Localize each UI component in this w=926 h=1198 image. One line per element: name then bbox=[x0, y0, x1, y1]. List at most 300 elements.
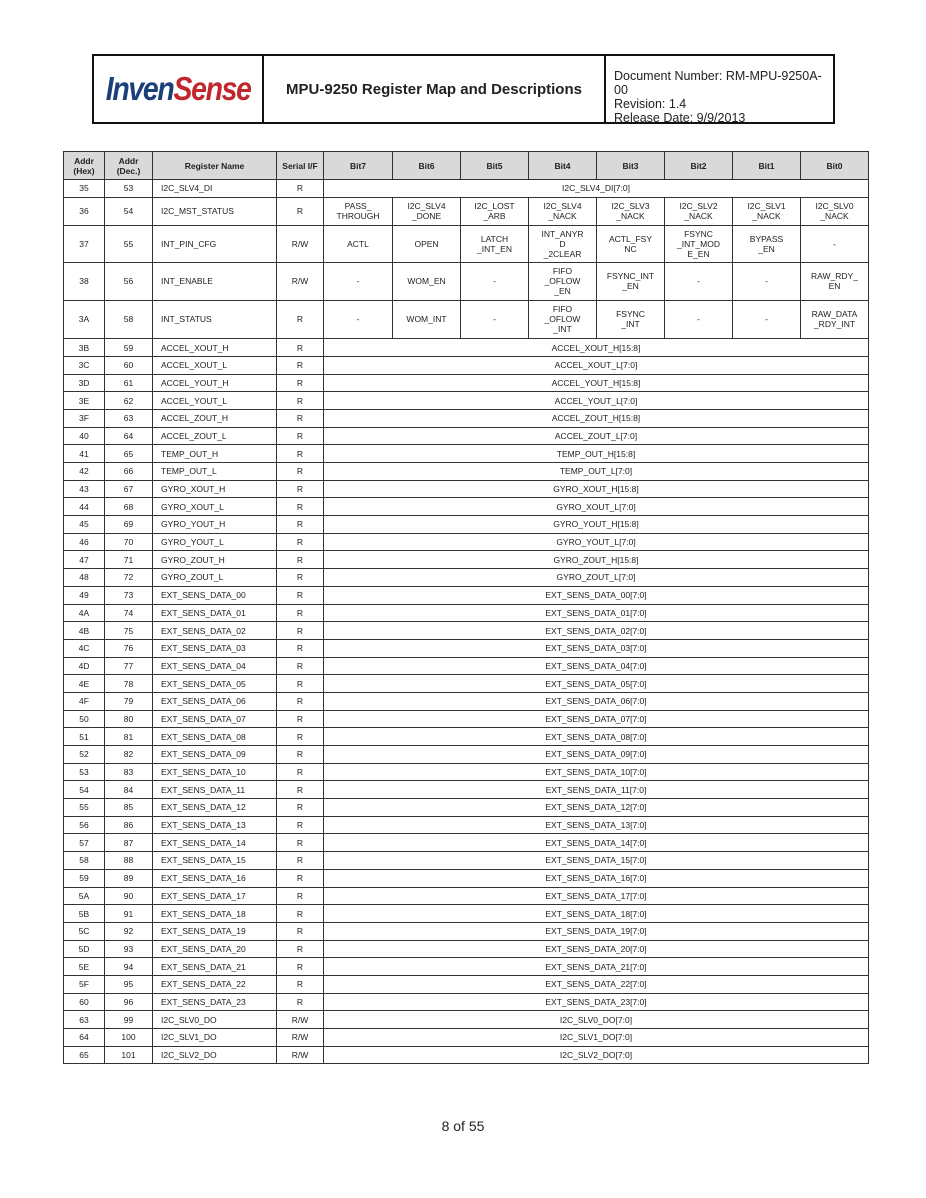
register-name-cell: I2C_SLV4_DI bbox=[153, 180, 277, 198]
addr-hex-cell: 40 bbox=[64, 427, 105, 445]
table-row bbox=[64, 675, 869, 693]
serial-if-cell: R bbox=[277, 180, 324, 198]
addr-hex-cell: 54 bbox=[64, 781, 105, 799]
addr-hex-cell: 45 bbox=[64, 516, 105, 534]
page-number: 8 of 55 bbox=[441, 1118, 485, 1134]
table-row bbox=[64, 728, 869, 746]
register-name-cell: EXT_SENS_DATA_17 bbox=[153, 887, 277, 905]
table-row bbox=[64, 586, 869, 604]
bit-field-span-cell: GYRO_XOUT_H[15:8] bbox=[324, 480, 869, 498]
addr-dec-cell: 84 bbox=[105, 781, 153, 799]
addr-dec-cell: 72 bbox=[105, 569, 153, 587]
register-name-cell: ACCEL_ZOUT_H bbox=[153, 409, 277, 427]
bit-field-span-cell: I2C_SLV4_DI[7:0] bbox=[324, 180, 869, 198]
table-row bbox=[64, 427, 869, 445]
table-row bbox=[64, 692, 869, 710]
register-name-cell: INT_ENABLE bbox=[153, 263, 277, 301]
table-row bbox=[64, 940, 869, 958]
addr-dec-cell: 65 bbox=[105, 445, 153, 463]
serial-if-cell: R bbox=[277, 710, 324, 728]
register-name-cell: GYRO_XOUT_L bbox=[153, 498, 277, 516]
addr-hex-cell: 3D bbox=[64, 374, 105, 392]
bit-field-span-cell: EXT_SENS_DATA_15[7:0] bbox=[324, 852, 869, 870]
serial-if-cell: R bbox=[277, 657, 324, 675]
column-header-bit3: Bit3 bbox=[597, 152, 665, 180]
bit4-cell: INT_ANYR D _2CLEAR bbox=[529, 225, 597, 263]
table-row bbox=[64, 551, 869, 569]
addr-hex-cell: 4F bbox=[64, 692, 105, 710]
table-row bbox=[64, 746, 869, 764]
bit-field-span-cell: EXT_SENS_DATA_20[7:0] bbox=[324, 940, 869, 958]
register-name-cell: EXT_SENS_DATA_22 bbox=[153, 975, 277, 993]
addr-hex-cell: 59 bbox=[64, 869, 105, 887]
invensense-logo bbox=[106, 70, 251, 108]
addr-hex-cell: 4A bbox=[64, 604, 105, 622]
register-name-cell: I2C_MST_STATUS bbox=[153, 197, 277, 225]
addr-dec-cell: 88 bbox=[105, 852, 153, 870]
addr-hex-cell: 42 bbox=[64, 463, 105, 481]
bit4-cell: I2C_SLV4 _NACK bbox=[529, 197, 597, 225]
register-name-cell: EXT_SENS_DATA_14 bbox=[153, 834, 277, 852]
addr-dec-cell: 78 bbox=[105, 675, 153, 693]
table-row bbox=[64, 834, 869, 852]
bit-field-span-cell: EXT_SENS_DATA_01[7:0] bbox=[324, 604, 869, 622]
table-row bbox=[64, 569, 869, 587]
table-row bbox=[64, 1011, 869, 1029]
addr-dec-cell: 75 bbox=[105, 622, 153, 640]
addr-dec-cell: 101 bbox=[105, 1046, 153, 1064]
logo-cell bbox=[94, 56, 264, 122]
serial-if-cell: R bbox=[277, 356, 324, 374]
table-row bbox=[64, 180, 869, 198]
bit-field-span-cell: GYRO_YOUT_L[7:0] bbox=[324, 533, 869, 551]
register-name-cell: I2C_SLV1_DO bbox=[153, 1029, 277, 1047]
addr-hex-cell: 5C bbox=[64, 922, 105, 940]
bit3-cell: I2C_SLV3 _NACK bbox=[597, 197, 665, 225]
register-name-cell: GYRO_ZOUT_H bbox=[153, 551, 277, 569]
serial-if-cell: R bbox=[277, 586, 324, 604]
column-header-bit5: Bit5 bbox=[461, 152, 529, 180]
addr-hex-cell: 51 bbox=[64, 728, 105, 746]
bit-field-span-cell: EXT_SENS_DATA_17[7:0] bbox=[324, 887, 869, 905]
table-row bbox=[64, 409, 869, 427]
addr-hex-cell: 43 bbox=[64, 480, 105, 498]
addr-hex-cell: 3F bbox=[64, 409, 105, 427]
addr-hex-cell: 3E bbox=[64, 392, 105, 410]
register-map-table bbox=[63, 151, 869, 1064]
addr-dec-cell: 94 bbox=[105, 958, 153, 976]
serial-if-cell: R bbox=[277, 197, 324, 225]
serial-if-cell: R bbox=[277, 993, 324, 1011]
register-name-cell: ACCEL_YOUT_L bbox=[153, 392, 277, 410]
table-row bbox=[64, 225, 869, 263]
serial-if-cell: R bbox=[277, 409, 324, 427]
bit-field-span-cell: GYRO_ZOUT_L[7:0] bbox=[324, 569, 869, 587]
serial-if-cell: R/W bbox=[277, 1029, 324, 1047]
table-row bbox=[64, 887, 869, 905]
serial-if-cell: R bbox=[277, 940, 324, 958]
register-name-cell: EXT_SENS_DATA_02 bbox=[153, 622, 277, 640]
serial-if-cell: R bbox=[277, 887, 324, 905]
bit5-cell: - bbox=[461, 263, 529, 301]
addr-hex-cell: 5D bbox=[64, 940, 105, 958]
addr-dec-cell: 66 bbox=[105, 463, 153, 481]
bit1-cell: - bbox=[733, 300, 801, 339]
addr-hex-cell: 5F bbox=[64, 975, 105, 993]
serial-if-cell: R bbox=[277, 746, 324, 764]
register-name-cell: EXT_SENS_DATA_19 bbox=[153, 922, 277, 940]
column-header-bit6: Bit6 bbox=[393, 152, 461, 180]
addr-dec-cell: 81 bbox=[105, 728, 153, 746]
bit-field-span-cell: EXT_SENS_DATA_19[7:0] bbox=[324, 922, 869, 940]
addr-hex-cell: 4C bbox=[64, 639, 105, 657]
bit-field-span-cell: GYRO_ZOUT_H[15:8] bbox=[324, 551, 869, 569]
bit0-cell: - bbox=[801, 225, 869, 263]
bit7-cell: ACTL bbox=[324, 225, 393, 263]
register-name-cell: EXT_SENS_DATA_20 bbox=[153, 940, 277, 958]
bit-field-span-cell: I2C_SLV2_DO[7:0] bbox=[324, 1046, 869, 1064]
bit-field-span-cell: ACCEL_YOUT_L[7:0] bbox=[324, 392, 869, 410]
bit3-cell: FSYNC_INT _EN bbox=[597, 263, 665, 301]
register-name-cell: EXT_SENS_DATA_06 bbox=[153, 692, 277, 710]
table-row bbox=[64, 463, 869, 481]
bit7-cell: - bbox=[324, 263, 393, 301]
addr-hex-cell: 4E bbox=[64, 675, 105, 693]
table-row bbox=[64, 975, 869, 993]
table-row bbox=[64, 356, 869, 374]
serial-if-cell: R/W bbox=[277, 1046, 324, 1064]
table-row bbox=[64, 533, 869, 551]
addr-dec-cell: 89 bbox=[105, 869, 153, 887]
bit-field-span-cell: EXT_SENS_DATA_04[7:0] bbox=[324, 657, 869, 675]
register-name-cell: TEMP_OUT_L bbox=[153, 463, 277, 481]
register-name-cell: I2C_SLV0_DO bbox=[153, 1011, 277, 1029]
serial-if-cell: R bbox=[277, 816, 324, 834]
bit2-cell: - bbox=[665, 263, 733, 301]
addr-hex-cell: 65 bbox=[64, 1046, 105, 1064]
addr-dec-cell: 63 bbox=[105, 409, 153, 427]
serial-if-cell: R bbox=[277, 975, 324, 993]
addr-hex-cell: 36 bbox=[64, 197, 105, 225]
serial-if-cell: R bbox=[277, 427, 324, 445]
addr-dec-cell: 71 bbox=[105, 551, 153, 569]
addr-hex-cell: 58 bbox=[64, 852, 105, 870]
addr-dec-cell: 62 bbox=[105, 392, 153, 410]
register-name-cell: EXT_SENS_DATA_03 bbox=[153, 639, 277, 657]
serial-if-cell: R bbox=[277, 799, 324, 817]
table-row bbox=[64, 339, 869, 357]
serial-if-cell: R bbox=[277, 692, 324, 710]
serial-if-cell: R bbox=[277, 922, 324, 940]
column-header-register-name: Register Name bbox=[153, 152, 277, 180]
register-name-cell: INT_STATUS bbox=[153, 300, 277, 339]
bit2-cell: I2C_SLV2 _NACK bbox=[665, 197, 733, 225]
serial-if-cell: R bbox=[277, 498, 324, 516]
table-row bbox=[64, 498, 869, 516]
serial-if-cell: R bbox=[277, 869, 324, 887]
table-row bbox=[64, 516, 869, 534]
addr-hex-cell: 3A bbox=[64, 300, 105, 339]
addr-hex-cell: 64 bbox=[64, 1029, 105, 1047]
addr-hex-cell: 52 bbox=[64, 746, 105, 764]
bit-field-span-cell: EXT_SENS_DATA_00[7:0] bbox=[324, 586, 869, 604]
table-row bbox=[64, 922, 869, 940]
bit6-cell: OPEN bbox=[393, 225, 461, 263]
addr-hex-cell: 41 bbox=[64, 445, 105, 463]
bit2-cell: FSYNC _INT_MOD E_EN bbox=[665, 225, 733, 263]
bit-field-span-cell: ACCEL_YOUT_H[15:8] bbox=[324, 374, 869, 392]
addr-hex-cell: 5A bbox=[64, 887, 105, 905]
bit-field-span-cell: ACCEL_XOUT_H[15:8] bbox=[324, 339, 869, 357]
addr-dec-cell: 59 bbox=[105, 339, 153, 357]
table-row bbox=[64, 604, 869, 622]
bit0-cell: RAW_RDY_ EN bbox=[801, 263, 869, 301]
bit1-cell: I2C_SLV1 _NACK bbox=[733, 197, 801, 225]
table-row bbox=[64, 657, 869, 675]
bit-field-span-cell: I2C_SLV1_DO[7:0] bbox=[324, 1029, 869, 1047]
addr-hex-cell: 35 bbox=[64, 180, 105, 198]
bit-field-span-cell: EXT_SENS_DATA_14[7:0] bbox=[324, 834, 869, 852]
addr-hex-cell: 44 bbox=[64, 498, 105, 516]
bit7-cell: - bbox=[324, 300, 393, 339]
addr-dec-cell: 85 bbox=[105, 799, 153, 817]
addr-dec-cell: 74 bbox=[105, 604, 153, 622]
register-name-cell: GYRO_YOUT_L bbox=[153, 533, 277, 551]
addr-hex-cell: 38 bbox=[64, 263, 105, 301]
addr-hex-cell: 57 bbox=[64, 834, 105, 852]
serial-if-cell: R bbox=[277, 339, 324, 357]
table-row bbox=[64, 300, 869, 339]
addr-dec-cell: 53 bbox=[105, 180, 153, 198]
table-row bbox=[64, 392, 869, 410]
register-name-cell: I2C_SLV2_DO bbox=[153, 1046, 277, 1064]
column-header-bit1: Bit1 bbox=[733, 152, 801, 180]
serial-if-cell: R bbox=[277, 551, 324, 569]
document-title: MPU-9250 Register Map and Descriptions bbox=[264, 56, 606, 122]
column-header-addr-dec: Addr (Dec.) bbox=[105, 152, 153, 180]
bit6-cell: WOM_EN bbox=[393, 263, 461, 301]
addr-dec-cell: 80 bbox=[105, 710, 153, 728]
table-row bbox=[64, 799, 869, 817]
table-row bbox=[64, 480, 869, 498]
column-header-bit0: Bit0 bbox=[801, 152, 869, 180]
table-row bbox=[64, 1029, 869, 1047]
serial-if-cell: R bbox=[277, 781, 324, 799]
addr-hex-cell: 63 bbox=[64, 1011, 105, 1029]
table-row bbox=[64, 622, 869, 640]
logo-part-sense: Sense bbox=[173, 70, 251, 107]
bit-field-span-cell: EXT_SENS_DATA_09[7:0] bbox=[324, 746, 869, 764]
table-row bbox=[64, 639, 869, 657]
bit0-cell: I2C_SLV0 _NACK bbox=[801, 197, 869, 225]
addr-hex-cell: 49 bbox=[64, 586, 105, 604]
serial-if-cell: R bbox=[277, 569, 324, 587]
register-name-cell: EXT_SENS_DATA_07 bbox=[153, 710, 277, 728]
column-header-addr-hex: Addr (Hex) bbox=[64, 152, 105, 180]
register-name-cell: EXT_SENS_DATA_21 bbox=[153, 958, 277, 976]
document-header bbox=[92, 54, 835, 124]
addr-hex-cell: 55 bbox=[64, 799, 105, 817]
bit5-cell: LATCH _INT_EN bbox=[461, 225, 529, 263]
addr-dec-cell: 90 bbox=[105, 887, 153, 905]
register-name-cell: EXT_SENS_DATA_09 bbox=[153, 746, 277, 764]
addr-dec-cell: 55 bbox=[105, 225, 153, 263]
bit-field-span-cell: ACCEL_ZOUT_L[7:0] bbox=[324, 427, 869, 445]
bit-field-span-cell: EXT_SENS_DATA_12[7:0] bbox=[324, 799, 869, 817]
column-header-bit4: Bit4 bbox=[529, 152, 597, 180]
addr-hex-cell: 4B bbox=[64, 622, 105, 640]
register-name-cell: GYRO_YOUT_H bbox=[153, 516, 277, 534]
register-name-cell: GYRO_ZOUT_L bbox=[153, 569, 277, 587]
addr-dec-cell: 83 bbox=[105, 763, 153, 781]
bit-field-span-cell: EXT_SENS_DATA_02[7:0] bbox=[324, 622, 869, 640]
register-name-cell: EXT_SENS_DATA_15 bbox=[153, 852, 277, 870]
addr-hex-cell: 4D bbox=[64, 657, 105, 675]
addr-hex-cell: 53 bbox=[64, 763, 105, 781]
addr-dec-cell: 79 bbox=[105, 692, 153, 710]
addr-dec-cell: 95 bbox=[105, 975, 153, 993]
bit-field-span-cell: ACCEL_XOUT_L[7:0] bbox=[324, 356, 869, 374]
bit-field-span-cell: GYRO_XOUT_L[7:0] bbox=[324, 498, 869, 516]
addr-dec-cell: 67 bbox=[105, 480, 153, 498]
document-info bbox=[606, 56, 833, 125]
release-date: Release Date: 9/9/2013 bbox=[614, 111, 746, 125]
serial-if-cell: R bbox=[277, 639, 324, 657]
bit-field-span-cell: EXT_SENS_DATA_21[7:0] bbox=[324, 958, 869, 976]
register-name-cell: EXT_SENS_DATA_12 bbox=[153, 799, 277, 817]
addr-dec-cell: 82 bbox=[105, 746, 153, 764]
bit0-cell: RAW_DATA _RDY_INT bbox=[801, 300, 869, 339]
bit3-cell: FSYNC _INT bbox=[597, 300, 665, 339]
table-row bbox=[64, 374, 869, 392]
bit1-cell: BYPASS _EN bbox=[733, 225, 801, 263]
bit7-cell: PASS_ THROUGH bbox=[324, 197, 393, 225]
logo-part-inven: Inven bbox=[105, 70, 174, 107]
register-name-cell: ACCEL_YOUT_H bbox=[153, 374, 277, 392]
register-name-cell: EXT_SENS_DATA_04 bbox=[153, 657, 277, 675]
serial-if-cell: R bbox=[277, 445, 324, 463]
serial-if-cell: R bbox=[277, 622, 324, 640]
bit-field-span-cell: I2C_SLV0_DO[7:0] bbox=[324, 1011, 869, 1029]
table-row bbox=[64, 869, 869, 887]
serial-if-cell: R/W bbox=[277, 263, 324, 301]
bit-field-span-cell: TEMP_OUT_H[15:8] bbox=[324, 445, 869, 463]
register-name-cell: EXT_SENS_DATA_18 bbox=[153, 905, 277, 923]
column-header-serial-if: Serial I/F bbox=[277, 152, 324, 180]
serial-if-cell: R bbox=[277, 834, 324, 852]
bit4-cell: FIFO _OFLOW _INT bbox=[529, 300, 597, 339]
table-row bbox=[64, 197, 869, 225]
register-name-cell: EXT_SENS_DATA_01 bbox=[153, 604, 277, 622]
addr-dec-cell: 99 bbox=[105, 1011, 153, 1029]
column-header-bit2: Bit2 bbox=[665, 152, 733, 180]
register-name-cell: EXT_SENS_DATA_11 bbox=[153, 781, 277, 799]
bit-field-span-cell: ACCEL_ZOUT_H[15:8] bbox=[324, 409, 869, 427]
bit-field-span-cell: EXT_SENS_DATA_18[7:0] bbox=[324, 905, 869, 923]
table-header-row bbox=[64, 152, 869, 180]
bit-field-span-cell: EXT_SENS_DATA_11[7:0] bbox=[324, 781, 869, 799]
addr-dec-cell: 70 bbox=[105, 533, 153, 551]
bit2-cell: - bbox=[665, 300, 733, 339]
column-header-bit7: Bit7 bbox=[324, 152, 393, 180]
table-row bbox=[64, 816, 869, 834]
addr-hex-cell: 5E bbox=[64, 958, 105, 976]
addr-hex-cell: 56 bbox=[64, 816, 105, 834]
addr-dec-cell: 76 bbox=[105, 639, 153, 657]
serial-if-cell: R bbox=[277, 533, 324, 551]
bit-field-span-cell: EXT_SENS_DATA_22[7:0] bbox=[324, 975, 869, 993]
register-name-cell: ACCEL_XOUT_H bbox=[153, 339, 277, 357]
table-row bbox=[64, 263, 869, 301]
serial-if-cell: R bbox=[277, 604, 324, 622]
bit1-cell: - bbox=[733, 263, 801, 301]
register-name-cell: EXT_SENS_DATA_00 bbox=[153, 586, 277, 604]
bit-field-span-cell: GYRO_YOUT_H[15:8] bbox=[324, 516, 869, 534]
register-name-cell: GYRO_XOUT_H bbox=[153, 480, 277, 498]
register-name-cell: EXT_SENS_DATA_05 bbox=[153, 675, 277, 693]
serial-if-cell: R bbox=[277, 852, 324, 870]
addr-dec-cell: 77 bbox=[105, 657, 153, 675]
serial-if-cell: R bbox=[277, 480, 324, 498]
bit-field-span-cell: EXT_SENS_DATA_13[7:0] bbox=[324, 816, 869, 834]
addr-hex-cell: 3C bbox=[64, 356, 105, 374]
bit-field-span-cell: EXT_SENS_DATA_07[7:0] bbox=[324, 710, 869, 728]
addr-dec-cell: 69 bbox=[105, 516, 153, 534]
serial-if-cell: R/W bbox=[277, 225, 324, 263]
register-name-cell: TEMP_OUT_H bbox=[153, 445, 277, 463]
bit-field-span-cell: EXT_SENS_DATA_16[7:0] bbox=[324, 869, 869, 887]
table-row bbox=[64, 763, 869, 781]
bit3-cell: ACTL_FSY NC bbox=[597, 225, 665, 263]
addr-hex-cell: 50 bbox=[64, 710, 105, 728]
bit-field-span-cell: EXT_SENS_DATA_06[7:0] bbox=[324, 692, 869, 710]
addr-hex-cell: 5B bbox=[64, 905, 105, 923]
serial-if-cell: R bbox=[277, 392, 324, 410]
serial-if-cell: R bbox=[277, 516, 324, 534]
addr-dec-cell: 87 bbox=[105, 834, 153, 852]
bit6-cell: I2C_SLV4 _DONE bbox=[393, 197, 461, 225]
bit-field-span-cell: EXT_SENS_DATA_10[7:0] bbox=[324, 763, 869, 781]
table-row bbox=[64, 905, 869, 923]
addr-dec-cell: 91 bbox=[105, 905, 153, 923]
addr-dec-cell: 73 bbox=[105, 586, 153, 604]
register-name-cell: INT_PIN_CFG bbox=[153, 225, 277, 263]
bit-field-span-cell: TEMP_OUT_L[7:0] bbox=[324, 463, 869, 481]
bit-field-span-cell: EXT_SENS_DATA_23[7:0] bbox=[324, 993, 869, 1011]
addr-hex-cell: 46 bbox=[64, 533, 105, 551]
serial-if-cell: R bbox=[277, 905, 324, 923]
addr-dec-cell: 92 bbox=[105, 922, 153, 940]
table-row bbox=[64, 993, 869, 1011]
addr-hex-cell: 37 bbox=[64, 225, 105, 263]
table-row bbox=[64, 958, 869, 976]
serial-if-cell: R/W bbox=[277, 1011, 324, 1029]
addr-dec-cell: 64 bbox=[105, 427, 153, 445]
serial-if-cell: R bbox=[277, 463, 324, 481]
addr-hex-cell: 48 bbox=[64, 569, 105, 587]
register-name-cell: EXT_SENS_DATA_13 bbox=[153, 816, 277, 834]
addr-hex-cell: 47 bbox=[64, 551, 105, 569]
serial-if-cell: R bbox=[277, 763, 324, 781]
addr-dec-cell: 60 bbox=[105, 356, 153, 374]
addr-dec-cell: 100 bbox=[105, 1029, 153, 1047]
bit4-cell: FIFO _OFLOW _EN bbox=[529, 263, 597, 301]
register-name-cell: EXT_SENS_DATA_10 bbox=[153, 763, 277, 781]
addr-dec-cell: 68 bbox=[105, 498, 153, 516]
serial-if-cell: R bbox=[277, 675, 324, 693]
register-name-cell: ACCEL_XOUT_L bbox=[153, 356, 277, 374]
revision: Revision: 1.4 bbox=[614, 97, 687, 111]
